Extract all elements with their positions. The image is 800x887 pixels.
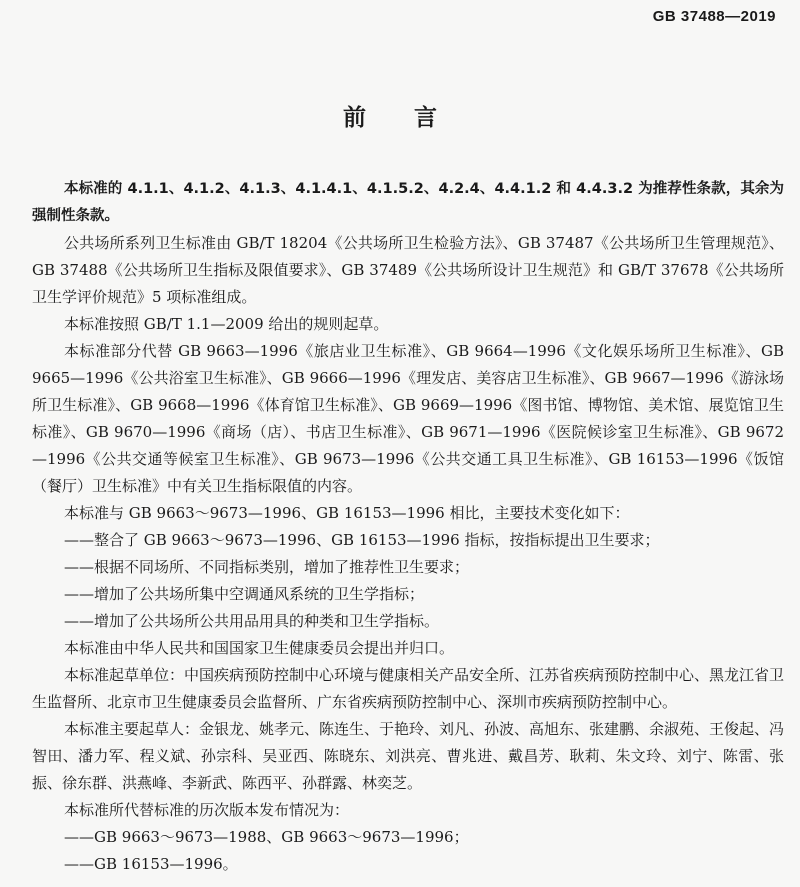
paragraph-drafting-rules: 本标准按照 GB/T 1.1—2009 给出的规则起草。	[64, 315, 389, 333]
paragraph-recommended-clauses: 本标准的 4.1.1、4.1.2、4.1.3、4.1.4.1、4.1.5.2、4.2.4、4.4.1.2 和 4.4.3.2 为推荐性条款，其余为强制性条款。	[32, 181, 784, 224]
paragraph-history-intro: 本标准所代替标准的历次版本发布情况为：	[64, 801, 350, 819]
paragraph-changes-intro: 本标准与 GB 9663～9673—1996、GB 16153—1996 相比，主要技术变化如下：	[64, 504, 630, 522]
change-item: ——根据不同场所、不同指标类别，增加了推荐性卫生要求；	[64, 558, 470, 576]
history-item: ——GB 9663～9673—1988、GB 9663～9673—1996；	[64, 828, 469, 846]
document-body	[32, 176, 784, 878]
change-item: ——增加了公共场所集中空调通风系统的卫生学指标；	[64, 585, 425, 603]
change-item: ——整合了 GB 9663～9673—1996、GB 16153—1996 指标，按指标提出卫生要求；	[64, 531, 660, 549]
page-title: 前 言	[342, 105, 457, 131]
paragraph-series-standards: 公共场所系列卫生标准由 GB/T 18204《公共场所卫生检验方法》、GB 37487《公共场所卫生管理规范》、GB 37488《公共场所卫生指标及限值要求》、GB 37489《公共场所设计卫生规范》和 GB/T 37678《公共场所卫生学评价规范》5 项标准组成。	[32, 234, 784, 306]
history-item: ——GB 16153—1996。	[64, 855, 238, 873]
paragraph-replaces: 本标准部分代替 GB 9663—1996《旅店业卫生标准》、GB 9664—1996《文化娱乐场所卫生标准》、GB 9665—1996《公共浴室卫生标准》、GB 9666—1996《理发店、美容店卫生标准》、GB 9667—1996《游泳场所卫生标准》、GB 9668—1996《体育馆卫生标准》、GB 9669—1996《图书馆、博物馆、美术馆、展览馆卫生标准》、GB 9670—1996《商场（店）、书店卫生标准》、GB 9671—1996《医院候诊室卫生标准》、GB 9672—1996《公共交通等候室卫生标准》、GB 9673—1996《公共交通工具卫生标准》、GB 16153—1996《饭馆（餐厅）卫生标准》中有关卫生指标限值的内容。	[32, 342, 784, 495]
standard-code: GB 37488—2019	[652, 8, 776, 25]
change-item: ——增加了公共场所公共用品用具的种类和卫生学指标。	[64, 612, 440, 630]
paragraph-drafters: 本标准主要起草人：金银龙、姚孝元、陈连生、于艳玲、刘凡、孙波、高旭东、张建鹏、余淑苑、王俊起、冯智田、潘力军、程义斌、孙宗科、吴亚西、陈晓东、刘洪亮、曹兆进、戴昌芳、耿莉、朱文玲、刘宁、陈雷、张振、徐东群、洪燕峰、李新武、陈西平、孙群露、林奕芝。	[32, 720, 785, 792]
paragraph-proposed-by: 本标准由中华人民共和国国家卫生健康委员会提出并归口。	[64, 639, 455, 657]
paragraph-drafting-units: 本标准起草单位：中国疾病预防控制中心环境与健康相关产品安全所、江苏省疾病预防控制中心、黑龙江省卫生监督所、北京市卫生健康委员会监督所、广东省疾病预防控制中心、深圳市疾病预防控制中心。	[32, 666, 785, 711]
